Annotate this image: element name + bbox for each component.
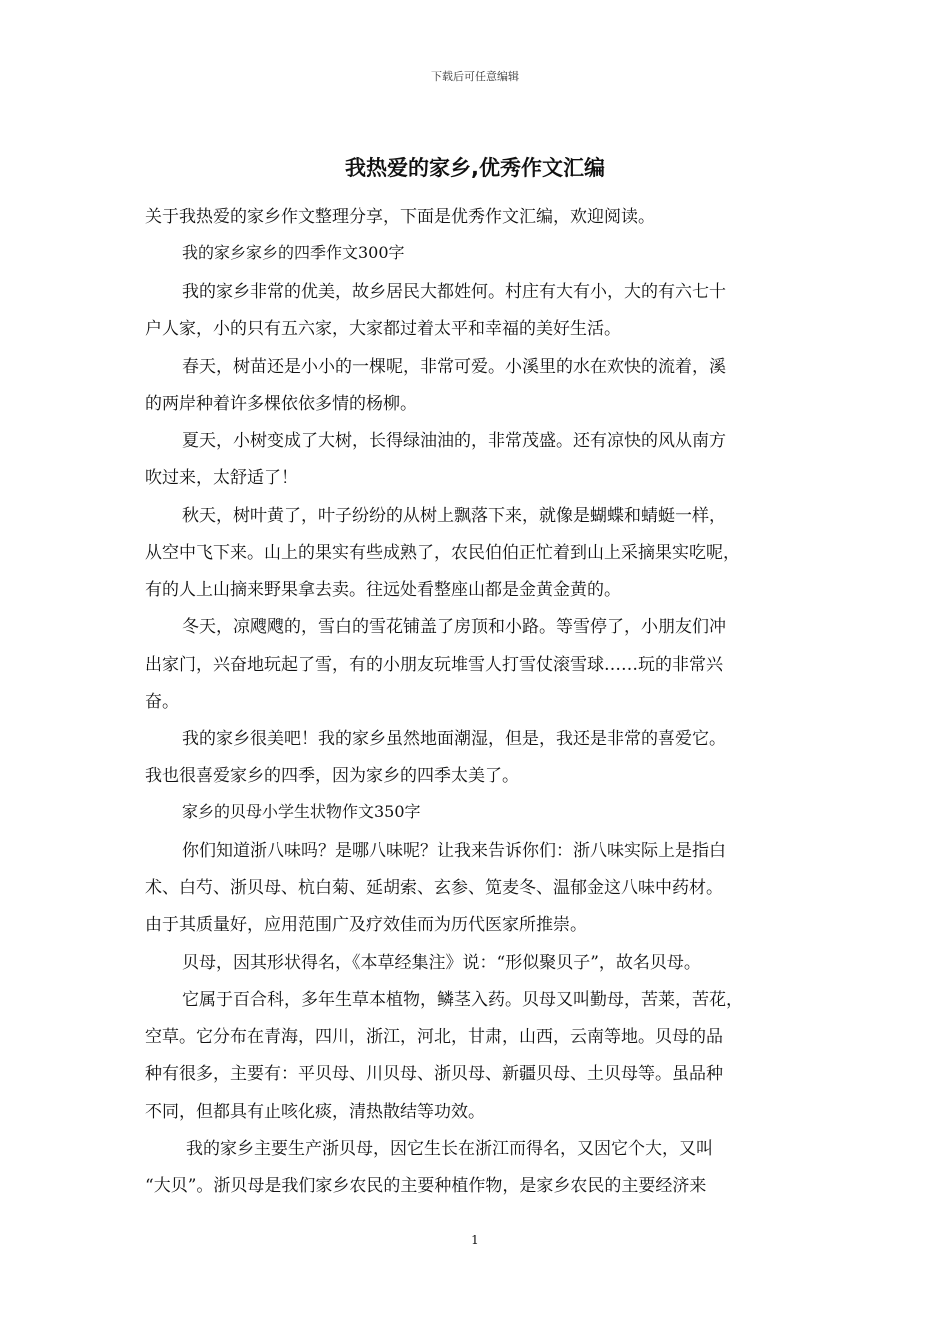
text-line: 奋。	[145, 692, 179, 712]
text-line: 我的家乡很美吧！我的家乡虽然地面潮湿，但是，我还是非常的喜爱它。	[182, 729, 726, 749]
text-line: 你们知道浙八味吗？是哪八味呢？让我来告诉你们：浙八味实际上是指白	[182, 841, 726, 861]
text-line: 春天，树苗还是小小的一棵呢，非常可爱。小溪里的水在欢快的流着，溪	[182, 357, 726, 377]
page-number: 1	[471, 1233, 479, 1247]
text-line: 种有很多，主要有：平贝母、川贝母、浙贝母、新疆贝母、土贝母等。虽品种	[145, 1064, 723, 1084]
text-line: 吹过来，太舒适了！	[145, 468, 298, 488]
text-line: 不同，但都具有止咳化痰，清热散结等功效。	[145, 1102, 485, 1122]
text-line: 由于其质量好，应用范围广及疗效佳而为历代医家所推崇。	[145, 915, 587, 935]
text-line: 有的人上山摘来野果拿去卖。往远处看整座山都是金黄金黄的。	[145, 580, 621, 600]
text-line: 空草。它分布在青海，四川，浙江，河北，甘肃，山西，云南等地。贝母的品	[145, 1027, 723, 1047]
document-title: 我热爱的家乡,优秀作文汇编	[345, 156, 605, 180]
text-line: 贝母，因其形状得名，《本草经集注》说：“形似聚贝子”，故名贝母。	[182, 953, 701, 973]
text-line: 户人家，小的只有五六家，大家都过着太平和幸福的美好生活。	[145, 319, 621, 339]
text-line: 我也很喜爱家乡的四季，因为家乡的四季太美了。	[145, 766, 519, 786]
text-line: “大贝”。浙贝母是我们家乡农民的主要种植作物，是家乡农民的主要经济来	[145, 1176, 707, 1196]
page-header: 下载后可任意编辑	[431, 70, 519, 83]
text-line: 术、白芍、浙贝母、杭白菊、延胡索、玄参、笕麦冬、温郁金这八味中药材。	[145, 878, 723, 898]
text-line: 秋天，树叶黄了，叶子纷纷的从树上飘落下来，就像是蝴蝶和蜻蜓一样，	[182, 506, 726, 526]
section-heading: 家乡的贝母小学生状物作文350字	[182, 802, 421, 821]
text-line: 夏天，小树变成了大树，长得绿油油的，非常茂盛。还有凉快的风从南方	[182, 431, 726, 451]
text-line: 我的家乡主要生产浙贝母，因它生长在浙江而得名，又因它个大，又叫	[186, 1139, 713, 1159]
text-line: 我的家乡非常的优美，故乡居民大都姓何。村庄有大有小，大的有六七十	[182, 282, 726, 302]
text-line: 的两岸种着许多棵依依多情的杨柳。	[145, 394, 417, 414]
text-line: 出家门，兴奋地玩起了雪，有的小朋友玩堆雪人打雪仗滚雪球……玩的非常兴	[145, 655, 723, 675]
intro-line: 关于我热爱的家乡作文整理分享，下面是优秀作文汇编，欢迎阅读。	[145, 207, 655, 227]
text-line: 冬天，凉飕飕的，雪白的雪花铺盖了房顶和小路。等雪停了，小朋友们冲	[182, 617, 726, 637]
text-line: 从空中飞下来。山上的果实有些成熟了，农民伯伯正忙着到山上采摘果实吃呢，	[145, 543, 740, 563]
text-line: 它属于百合科，多年生草本植物，鳞茎入药。贝母又叫勤母，苦莱，苦花，	[182, 990, 743, 1010]
section-heading: 我的家乡家乡的四季作文300字	[182, 243, 405, 262]
